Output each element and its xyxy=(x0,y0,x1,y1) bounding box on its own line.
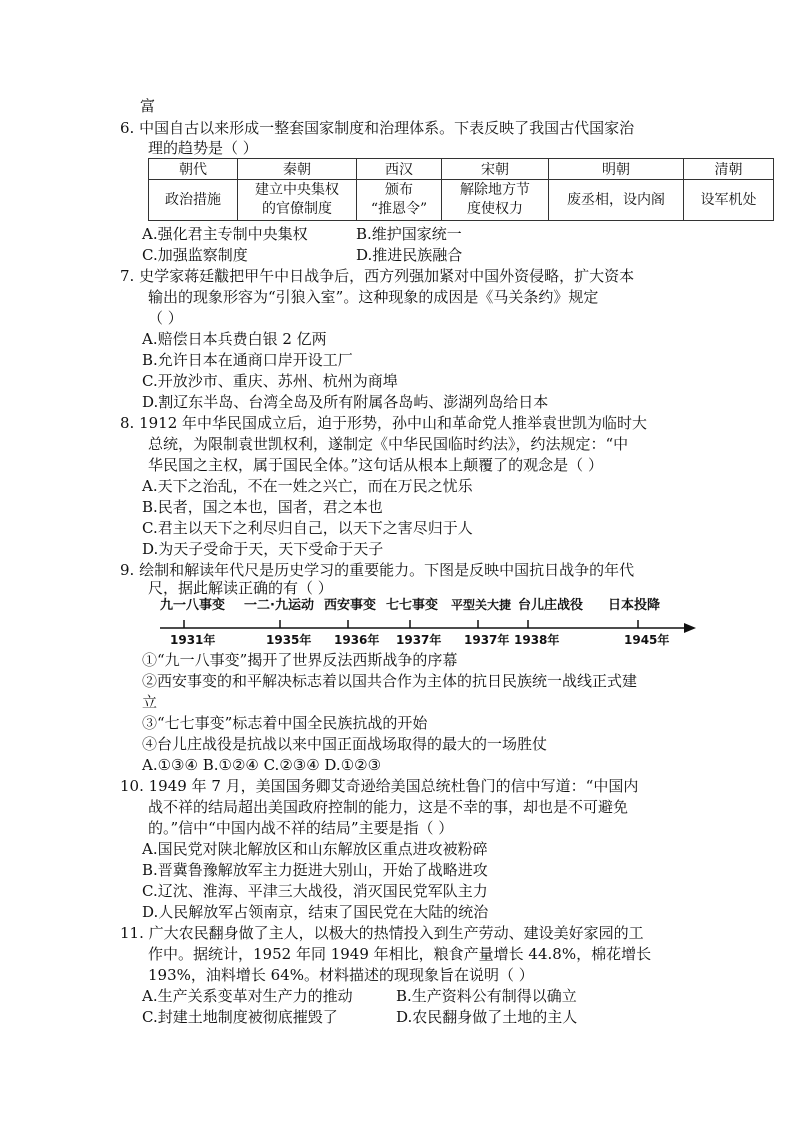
table-header-row xyxy=(149,159,774,180)
q6-stem-line1: 6. 中国自古以来形成一整套国家制度和治理体系。下表反映了我国古代国家治 xyxy=(120,119,635,137)
q7-option-a[interactable]: A.赔偿日本兵费白银 2 亿两 xyxy=(142,330,327,348)
q11-option-b[interactable]: B.生产资料公有制得以确立 xyxy=(396,987,577,1005)
timeline-event-label: 一二·九运动 xyxy=(244,598,314,613)
q7-stem-line3: （ ） xyxy=(148,309,183,327)
timeline-year-label: 1937年 xyxy=(464,633,510,646)
timeline-event-label: 平型关大捷 xyxy=(451,598,512,612)
q6-option-a[interactable]: A.强化君主专制中央集权 xyxy=(142,225,308,243)
q11-option-a[interactable]: A.生产关系变革对生产力的推动 xyxy=(142,987,353,1005)
timeline-arrow-icon xyxy=(684,623,696,633)
timeline-event-label: 日本投降 xyxy=(608,598,661,613)
timeline-year-label: 1936年 xyxy=(334,633,380,646)
timeline-year-label: 1935年 xyxy=(266,633,312,646)
page-fragment-text: 富 xyxy=(140,97,156,115)
table-header-cell: 明朝 xyxy=(549,159,684,180)
timeline-event-label: 台儿庄战役 xyxy=(518,598,584,613)
q9-statement-3: ③“七七事变”标志着中国全民族抗战的开始 xyxy=(142,714,428,732)
q11-option-d[interactable]: D.农民翻身做了土地的主人 xyxy=(396,1008,578,1026)
q10-option-a[interactable]: A.国民党对陕北解放区和山东解放区重点进攻被粉碎 xyxy=(142,840,488,858)
table-header-cell: 朝代 xyxy=(149,159,238,180)
q8-option-b[interactable]: B.民者，国之本也，国者，君之本也 xyxy=(142,498,383,516)
timeline-year-label: 1931年 xyxy=(170,633,216,646)
q7-option-b[interactable]: B.允许日本在通商口岸开设工厂 xyxy=(142,351,353,369)
table-cell-line: 的官僚制度 xyxy=(262,201,332,217)
table-cell-line: 解除地方节 xyxy=(460,182,530,198)
q9-statement-4: ④台儿庄战役是抗战以来中国正面战场取得的最大的一场胜仗 xyxy=(142,735,548,753)
table-header-cell: 西汉 xyxy=(357,159,442,180)
q8-stem-line2: 总统，为限制袁世凯权利，遂制定《中华民国临时约法》，约法规定：“中 xyxy=(148,435,629,453)
q7-option-c[interactable]: C.开放沙市、重庆、苏州、杭州为商埠 xyxy=(142,372,398,390)
q8-option-d[interactable]: D.为天子受命于天，天下受命于天子 xyxy=(142,540,384,558)
timeline-event-label: 七七事变 xyxy=(386,598,439,613)
timeline-event-label: 西安事变 xyxy=(324,598,377,613)
q6-stem-line2: 理的趋势是（ ） xyxy=(148,139,258,157)
timeline-year-label: 1937年 xyxy=(396,633,442,646)
q10-stem-line2: 战不祥的结局超出美国政府控制的能力，这是不幸的事，却也是不可避免 xyxy=(148,798,629,816)
table-cell xyxy=(684,180,774,221)
timeline-year-label: 1945年 xyxy=(624,633,670,646)
dynasty-policy-table xyxy=(148,158,774,221)
q8-option-a[interactable]: A.天下之治乱，不在一姓之兴亡，而在万民之忧乐 xyxy=(142,477,473,495)
q10-option-c[interactable]: C.辽沈、淮海、平津三大战役，消灭国民党军队主力 xyxy=(142,882,488,900)
table-header-cell: 宋朝 xyxy=(442,159,549,180)
q10-option-d[interactable]: D.人民解放军占领南京，结束了国民党在大陆的统治 xyxy=(142,903,489,921)
timeline-event-label: 九一八事变 xyxy=(160,598,226,613)
table-cell xyxy=(238,180,357,221)
table-header-cell: 秦朝 xyxy=(238,159,357,180)
table-cell-line: 度使权力 xyxy=(467,201,523,217)
table-cell xyxy=(357,180,442,221)
q8-stem-line3: 华民国之主权，属于国民全体。”这句话从根本上颠覆了的观念是（ ） xyxy=(148,456,603,474)
timeline-events xyxy=(160,597,669,646)
q11-stem-line3: 193%，油料增长 64%。材料描述的现现象旨在说明（ ） xyxy=(148,966,534,984)
q9-statement-2-line1: ②西安事变的和平解决标志着以国共合作为主体的抗日民族统一战线正式建 xyxy=(142,672,638,690)
table-cell xyxy=(549,180,684,221)
q8-option-c[interactable]: C.君主以天下之利尽归自己，以天下之害尽归于人 xyxy=(142,519,473,537)
q10-option-b[interactable]: B.晋冀鲁豫解放军主力挺进大别山，开始了战略进攻 xyxy=(142,861,488,879)
table-cell-line: 设军机处 xyxy=(700,191,757,208)
q7-stem-line2: 输出的现象形容为“引狼入室”。这种现象的成因是《马关条约》规定 xyxy=(148,288,599,306)
q10-stem-line1: 10. 1949 年 7 月，美国国务卿艾奇逊给美国总统杜鲁门的信中写道：“中国内 xyxy=(120,777,639,795)
q9-options[interactable]: A.①③④ B.①②④ C.②③④ D.①②③ xyxy=(142,756,382,774)
q6-option-b[interactable]: B.维护国家统一 xyxy=(356,225,462,243)
table-row-label: 政治措施 xyxy=(149,180,238,221)
q11-option-c[interactable]: C.封建土地制度被彻底摧毁了 xyxy=(142,1008,338,1026)
q6-option-c[interactable]: C.加强监察制度 xyxy=(142,246,248,264)
q9-stem-line1: 9. 绘制和解读年代尺是历史学习的重要能力。下图是反映中国抗日战争的年代 xyxy=(120,561,635,579)
q9-stem-line2: 尺，据此解读正确的有（ ） xyxy=(148,579,333,597)
q9-statement-1: ①“九一八事变”揭开了世界反法西斯战争的序幕 xyxy=(142,651,458,669)
q7-option-d[interactable]: D.割辽东半岛、台湾全岛及所有附属各岛屿、澎湖列岛给日本 xyxy=(142,393,549,411)
q8-stem-line1: 8. 1912 年中华民国成立后，迫于形势，孙中山和革命党人推举袁世凯为临时大 xyxy=(120,414,648,432)
table-cell-line: 颁布 xyxy=(385,182,413,198)
q11-stem-line1: 11. 广大农民翻身做了主人，以极大的热情投入到生产劳动、建设美好家园的工 xyxy=(120,924,644,942)
table-cell-line: “推恩令” xyxy=(370,201,428,217)
q10-stem-line3: 的。”信中“中国内战不祥的结局”主要是指（ ） xyxy=(148,819,454,837)
timeline-chart xyxy=(158,596,698,646)
table-cell xyxy=(442,180,549,221)
timeline-year-label: 1938年 xyxy=(514,633,560,646)
table-cell-line: 建立中央集权 xyxy=(255,182,339,198)
table-row xyxy=(149,180,774,221)
q9-statement-2-line2: 立 xyxy=(142,693,158,711)
table-header-cell: 清朝 xyxy=(684,159,774,180)
table-cell-line: 废丞相，设内阁 xyxy=(567,191,665,208)
q6-option-d[interactable]: D.推进民族融合 xyxy=(356,246,463,264)
q11-stem-line2: 作中。据统计，1952 年同 1949 年相比，粮食产量增长 44.8%，棉花增长 xyxy=(148,945,652,963)
q7-stem-line1: 7. 史学家蒋廷黻把甲午中日战争后，西方列强加紧对中国外资侵略，扩大资本 xyxy=(120,267,635,285)
